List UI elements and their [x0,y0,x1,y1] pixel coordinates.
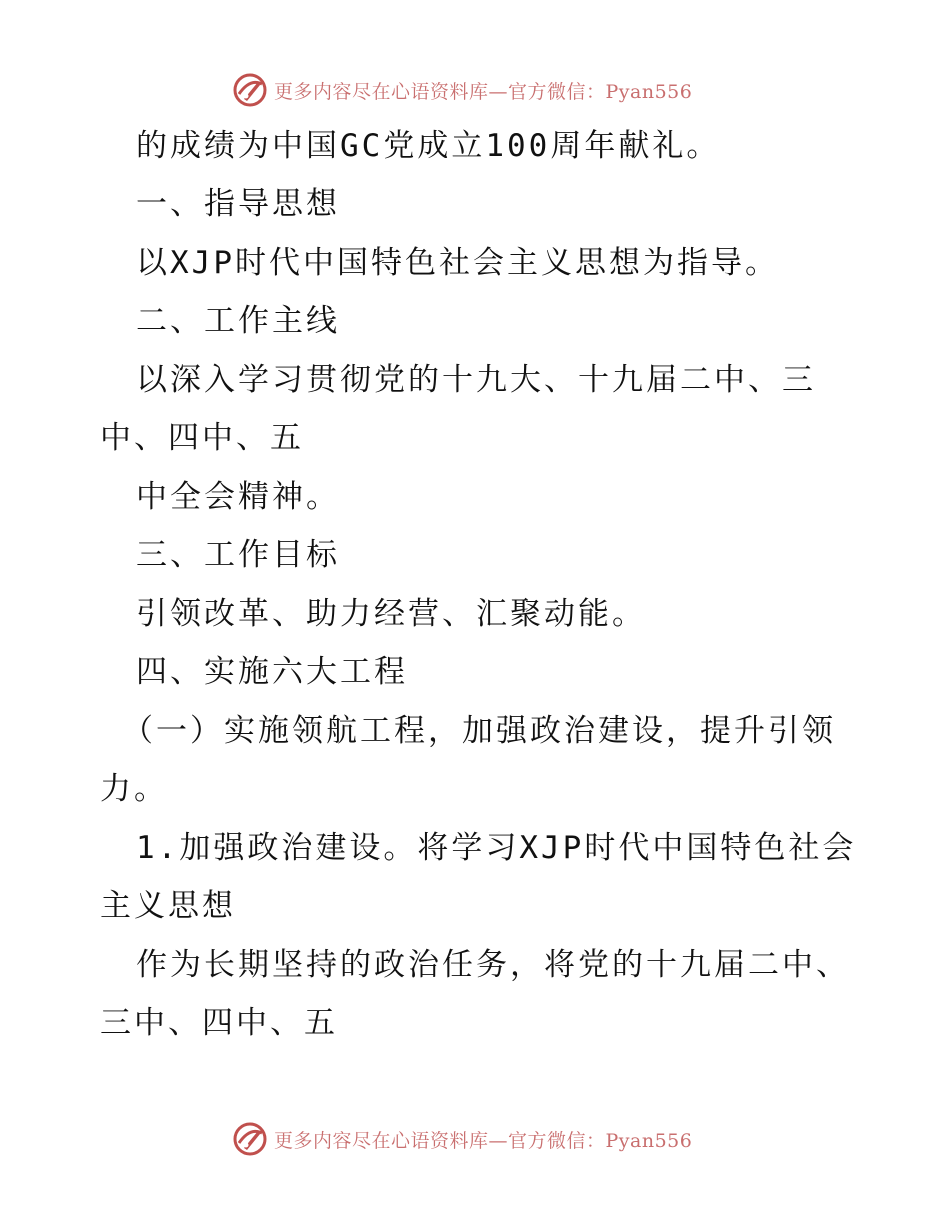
text-line: 作为长期坚持的政治任务，将党的十九届二中、 [136,947,850,983]
watermark-logo-icon [232,1121,268,1157]
watermark-text: 更多内容尽在心语资料库—官方微信：Pyan556 [274,80,693,103]
text-line: 以深入学习贯彻党的十九大、十九届二中、三 [136,362,816,398]
footer-watermark [232,1121,692,1157]
section-heading: 二、工作主线 [136,303,340,339]
subsection-heading: （一）实施领航工程，加强政治建设，提升引领 [122,713,836,749]
text-line: 力。 [100,771,168,807]
watermark-logo-icon [232,72,268,108]
section-heading: 一、指导思想 [136,186,340,222]
watermark-text: 更多内容尽在心语资料库—官方微信：Pyan556 [274,1129,693,1152]
section-heading: 三、工作目标 [136,537,340,573]
text-line: 三中、四中、五 [100,1005,338,1041]
text-line: 中全会精神。 [136,479,340,515]
text-line: 1.加强政治建设。将学习XJP时代中国特色社会 [136,830,857,866]
text-line: 引领改革、助力经营、汇聚动能。 [136,596,646,632]
text-line: 的成绩为中国GC党成立100周年献礼。 [136,128,721,164]
section-heading: 四、实施六大工程 [136,654,408,690]
text-line: 以XJP时代中国特色社会主义思想为指导。 [136,245,779,281]
header-watermark [232,72,692,108]
text-line: 主义思想 [100,888,236,924]
text-line: 中、四中、五 [100,420,304,456]
